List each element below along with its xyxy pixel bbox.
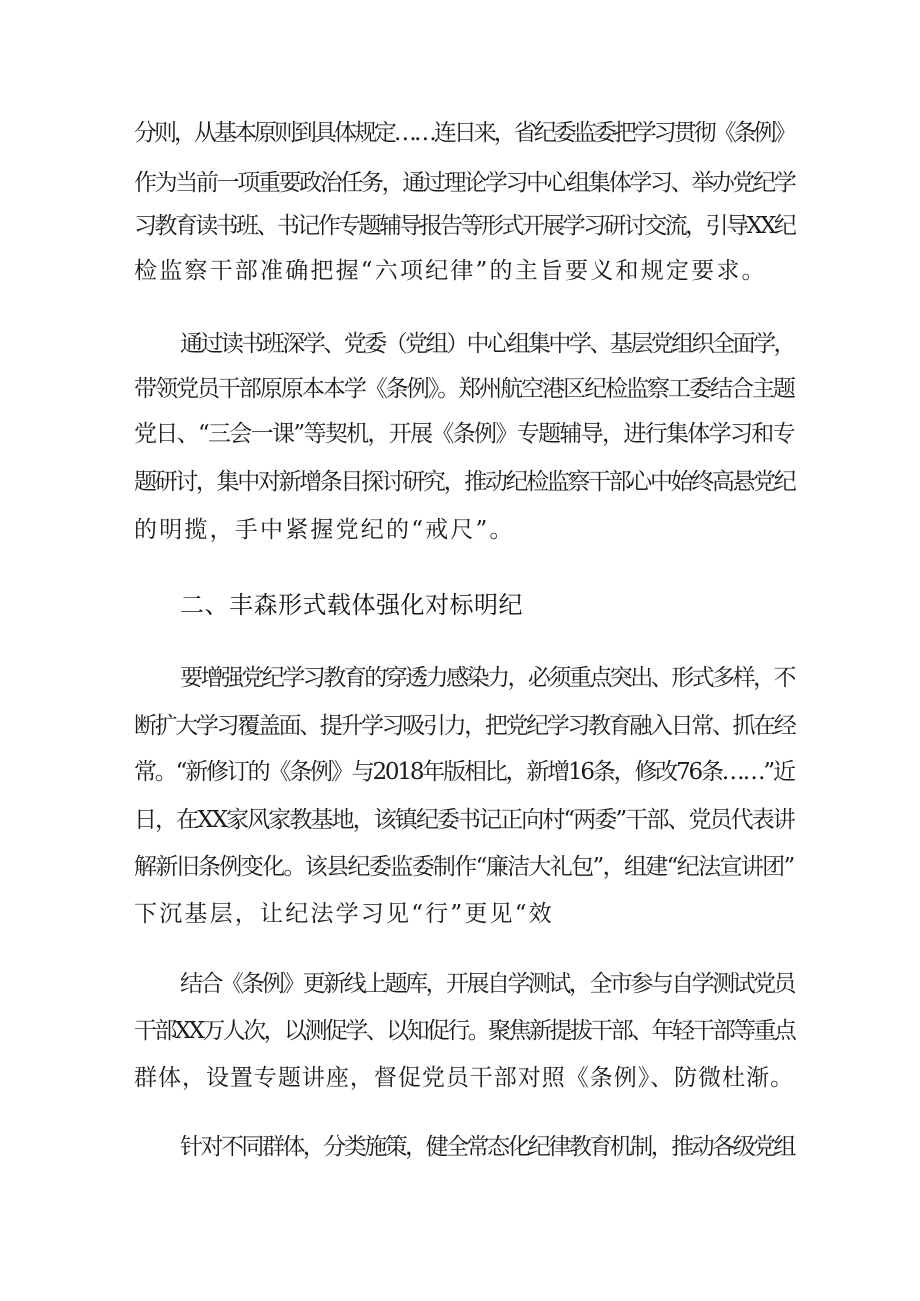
paragraph-2-line-3: 党日、“三会一课”等契机，开展《条例》专题辅导，进行集体学习和专 bbox=[134, 421, 794, 447]
paragraph-4-line-3: 群体，设置专题讲座，督促党员干部对照《条例》、防微杜渐。 bbox=[134, 1065, 795, 1091]
paragraph-3-line-3: 常。“新修订的《条例》与2018年版相比，新增16条，修改76条……”近 bbox=[134, 759, 794, 785]
paragraph-2-line-4: 题研讨，集中对新增条目探讨研究，推动纪检监察干部心中始终高悬党纪 bbox=[134, 469, 795, 495]
paragraph-2-line-1: 通过读书班深学、党委（党组）中心组集中学、基层党组织全面学， bbox=[180, 331, 795, 357]
paragraph-1-line-2: 作为当前一项重要政治任务，通过理论学习中心组集体学习、举办党纪学 bbox=[134, 170, 795, 196]
paragraph-3-line-1: 要增强党纪学习教育的穿透力感染力，必须重点突出、形式多样，不 bbox=[180, 665, 795, 691]
paragraph-5-line-1: 针对不同群体，分类施策，健全常态化纪律教育机制，推动各级党组 bbox=[180, 1134, 795, 1160]
section-heading: 二、丰森形式载体强化对标明纪 bbox=[180, 591, 523, 619]
paragraph-3-line-2: 断扩大学习覆盖面、提升学习吸引力，把党纪学习教育融入日常、抓在经 bbox=[134, 713, 795, 739]
paragraph-2-line-2: 带领党员干部原原本本学《条例》。郑州航空港区纪检监察工委结合主题 bbox=[134, 376, 794, 402]
paragraph-1-line-3: 习教育读书班、书记作专题辅导报告等形式开展学习研讨交流，引导XX纪 bbox=[134, 213, 795, 239]
paragraph-2-line-5: 的明揽，手中紧握党纪的“戒尺”。 bbox=[134, 517, 515, 543]
paragraph-1-line-1: 分则，从基本原则到具体规定……连日来，省纪委监委把学习贯彻《条例》 bbox=[134, 120, 794, 146]
paragraph-4-line-1: 结合《条例》更新线上题库，开展自学测试，全市参与自学测试党员 bbox=[180, 971, 795, 997]
paragraph-3-line-5: 解新旧条例变化。该县纪委监委制作“廉洁大礼包”，组建“纪法宣讲团” bbox=[134, 854, 794, 880]
paragraph-4-line-2: 干部XX万人次，以测促学、以知促行。聚焦新提拔干部、年轻干部等重点 bbox=[134, 1018, 795, 1044]
paragraph-3-line-4: 日，在XX家风家教基地，该镇纪委书记正向村“两委”干部、党员代表讲 bbox=[134, 807, 794, 833]
paragraph-3-line-6: 下沉基层，让纪法学习见“行”更见“效 bbox=[134, 901, 554, 927]
paragraph-1-line-4: 检监察干部准确把握“六项纪律”的主旨要义和规定要求。 bbox=[134, 258, 767, 284]
